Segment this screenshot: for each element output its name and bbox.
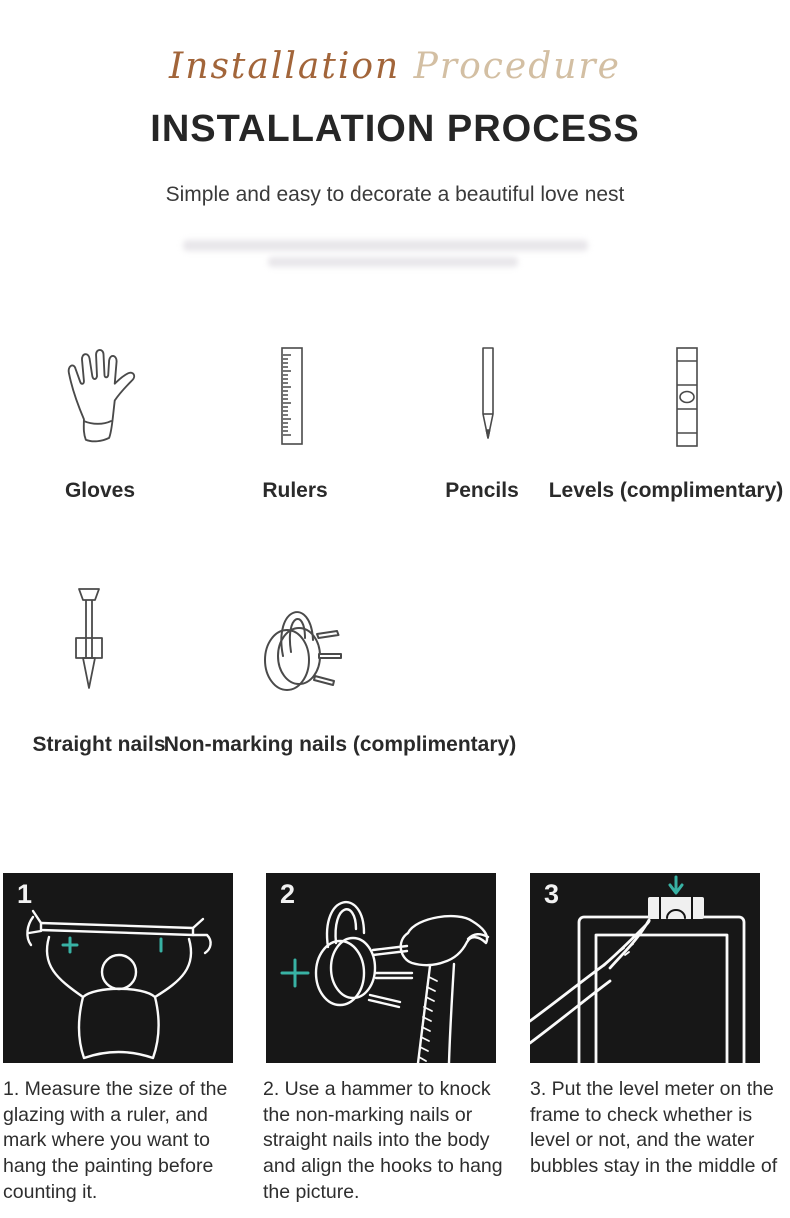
faint-watermark-line2	[268, 257, 518, 267]
script-heading-word2: Procedure	[400, 46, 621, 87]
tool-label-straight-nails: Straight nails	[32, 733, 166, 756]
ruler-icon	[281, 347, 303, 445]
page-subtitle: Simple and easy to decorate a beautiful love nest	[165, 183, 625, 206]
step2-caption: 2. Use a hammer to knock the non-marking nails or straight nails into the body and align the hooks to hang the picture.	[263, 1078, 503, 1203]
glove-icon	[55, 341, 139, 447]
step1-illustration-panel	[3, 873, 233, 1063]
non-marking-nail-icon	[255, 588, 343, 700]
step2-number: 2	[280, 879, 296, 909]
step3-illustration-panel	[530, 873, 760, 1063]
tool-label-rulers: Rulers	[262, 479, 328, 502]
step3-caption: 3. Put the level meter on the frame to check whether is level or not, and the water bubbles stay in the middle of	[530, 1078, 778, 1178]
script-heading-word1: Installation	[169, 46, 401, 87]
faint-watermark-line1	[183, 240, 588, 251]
tool-label-gloves: Gloves	[64, 479, 136, 502]
tool-label-levels: Levels (complimentary)	[548, 479, 784, 502]
step1-number: 1	[17, 879, 33, 909]
step3-number: 3	[544, 879, 560, 909]
tool-label-pencils: Pencils	[445, 479, 519, 502]
page-title: INSTALLATION PROCESS	[150, 108, 640, 150]
step2-illustration-panel	[266, 873, 496, 1063]
tool-label-non-marking-nails: Non-marking nails (complimentary)	[163, 733, 517, 756]
step1-caption: 1. Measure the size of the glazing with a ruler, and mark where you want to hang the painting before counting it.	[3, 1078, 228, 1203]
pencil-icon	[478, 346, 498, 446]
level-icon	[676, 347, 698, 447]
straight-nail-icon	[72, 586, 106, 692]
script-heading	[0, 46, 790, 87]
